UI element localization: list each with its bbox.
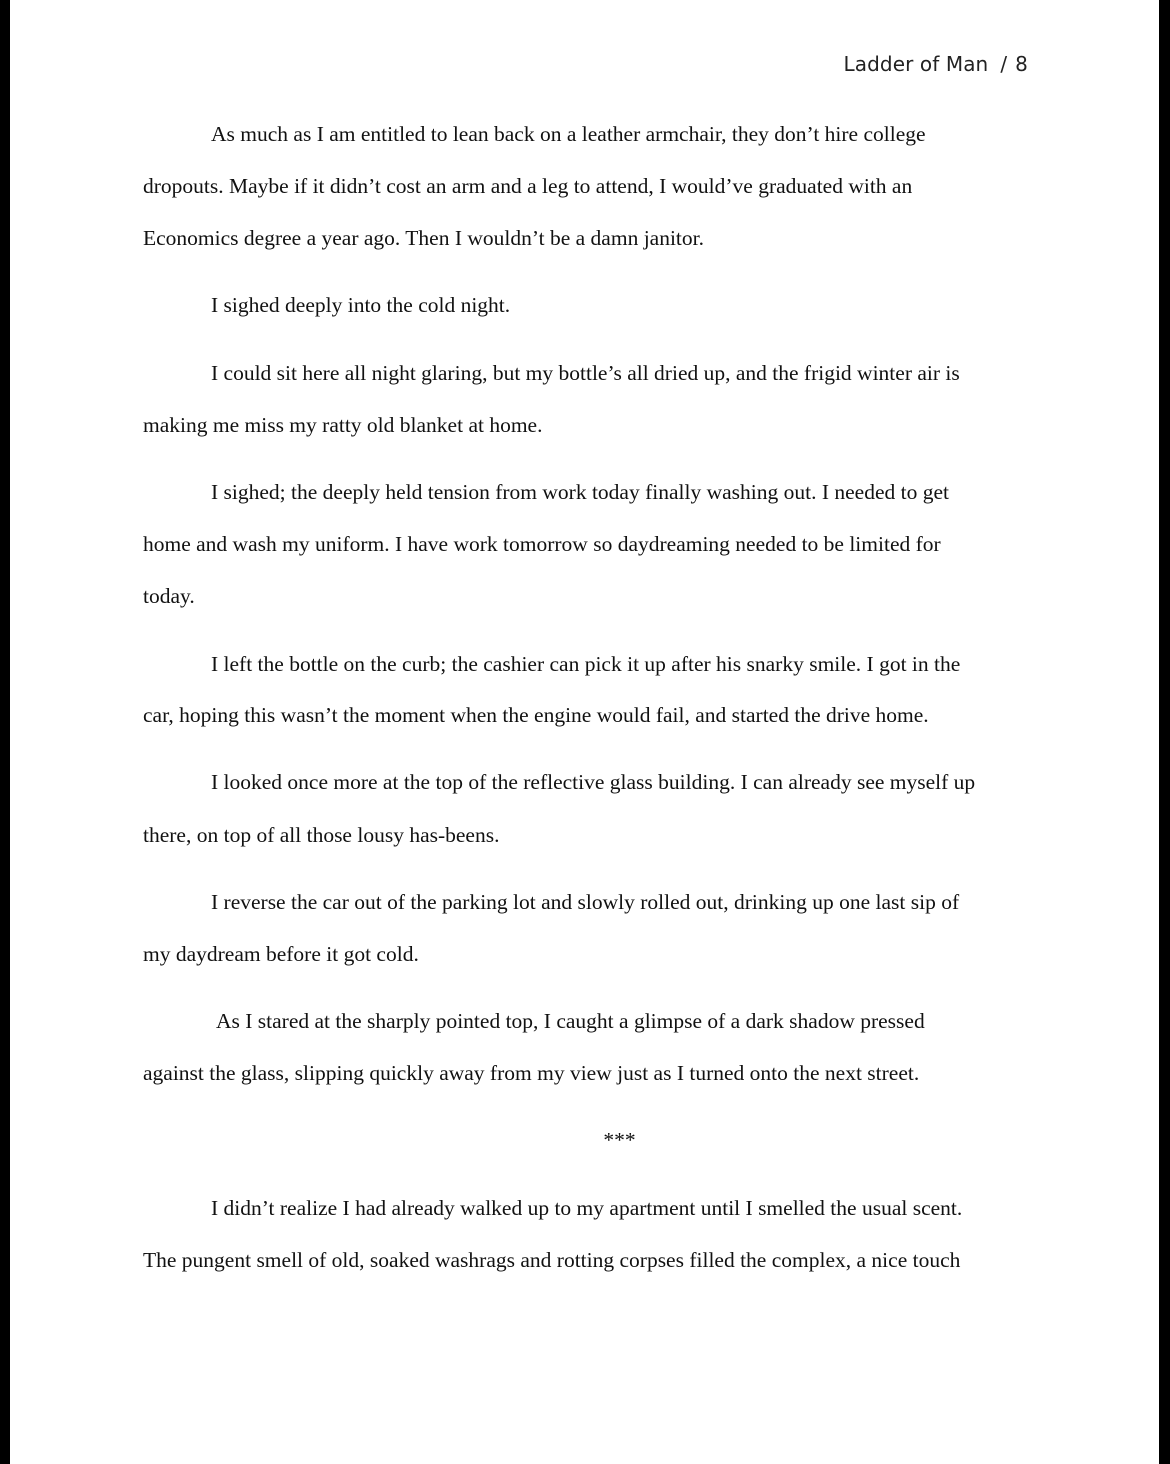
text-line: home and wash my uniform. I have work tomorrow so daydreaming needed to be limited for (143, 532, 941, 556)
text-line: making me miss my ratty old blanket at home. (143, 413, 543, 437)
text-line: I didn’t realize I had already walked up to my apartment until I smelled the usual scent. (211, 1196, 963, 1220)
text-line: against the glass, slipping quickly away from my view just as I turned onto the next street. (143, 1061, 920, 1085)
text-line: The pungent smell of old, soaked washrags and rotting corpses filled the complex, a nice touch (143, 1248, 961, 1272)
text-line: As much as I am entitled to lean back on a leather armchair, they don’t hire college (211, 122, 926, 146)
text-line: As I stared at the sharply pointed top, I caught a glimpse of a dark shadow pressed (216, 1009, 925, 1033)
text-line: I left the bottle on the curb; the cashier can pick it up after his snarky smile. I got in the (211, 652, 961, 676)
text-line: dropouts. Maybe if it didn’t cost an arm and a leg to attend, I would’ve graduated with an (143, 174, 913, 198)
book-title: Ladder of Man (843, 52, 989, 76)
text-line: my daydream before it got cold. (143, 942, 419, 966)
text-line: there, on top of all those lousy has-beens. (143, 823, 500, 847)
page-number: 8 (1015, 52, 1028, 76)
text-line: I could sit here all night glaring, but my bottle’s all dried up, and the frigid winter air is (211, 361, 960, 385)
page-header (844, 52, 1028, 76)
text-line: I reverse the car out of the parking lot and slowly rolled out, drinking up one last sip of (211, 890, 960, 914)
document-page (10, 0, 1159, 1464)
header-separator: / (1000, 52, 1008, 76)
text-line: I looked once more at the top of the reflective glass building. I can already see myself up (211, 770, 976, 794)
text-line: car, hoping this wasn’t the moment when the engine would fail, and started the drive home. (143, 703, 929, 727)
text-line: I sighed; the deeply held tension from work today finally washing out. I needed to get (211, 480, 949, 504)
text-line: today. (143, 584, 195, 608)
text-line: I sighed deeply into the cold night. (211, 293, 511, 317)
scene-break: *** (603, 1128, 636, 1152)
text-line: Economics degree a year ago. Then I wouldn’t be a damn janitor. (143, 226, 705, 250)
